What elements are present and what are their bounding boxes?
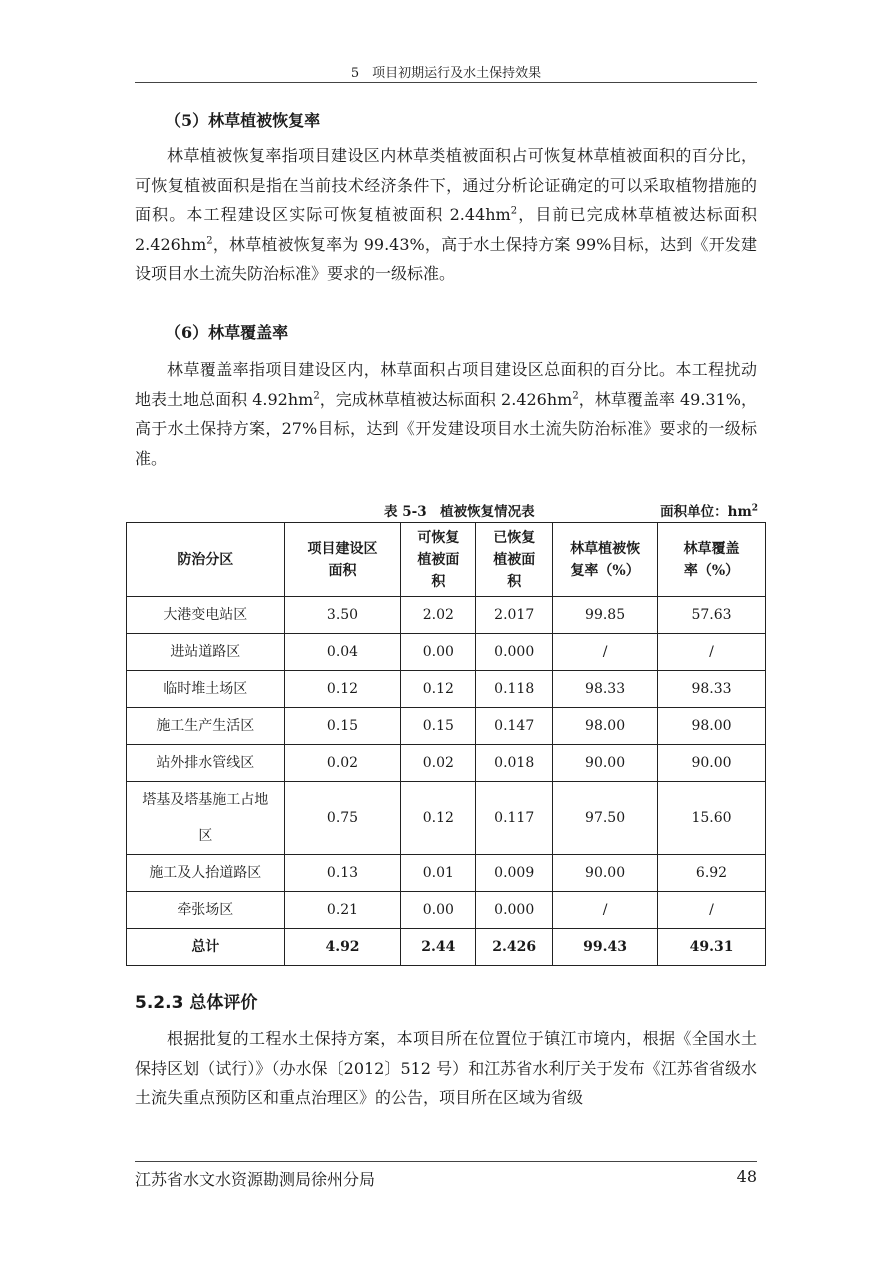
table-cell: 6.92 bbox=[658, 855, 766, 892]
vegetation-table bbox=[126, 522, 766, 966]
section-5-title: （5）林草植被恢复率 bbox=[165, 111, 321, 130]
section-523-title: 5.2.3 总体评价 bbox=[135, 993, 258, 1013]
table-cell: 0.000 bbox=[476, 892, 553, 929]
table-cell: / bbox=[658, 634, 766, 671]
table-cell: 2.02 bbox=[401, 597, 476, 634]
table-unit: 面积单位：$hm^2$ bbox=[660, 503, 758, 520]
table-row bbox=[127, 597, 766, 634]
table-cell: 99.43 bbox=[553, 929, 658, 966]
table-cell: 大港变电站区 bbox=[127, 597, 285, 634]
table-cell: 0.00 bbox=[401, 892, 476, 929]
section-6-paragraph: 林草覆盖率指项目建设区内，林草面积占项目建设区总面积的百分比。本工程扰动地表土地总面积 $4.92hm^2$，完成林草植被达标面积 $2.426hm^2$，林草覆盖率 49.31%，高于水土保持方案，27%目标，达到《开发建设项目水土流失防治标准》要求的一级标准。 bbox=[135, 360, 757, 468]
footer-org: 江苏省水文水资源勘测局徐州分局 bbox=[135, 1170, 376, 1189]
table-cell: 98.33 bbox=[658, 671, 766, 708]
table-cell: 90.00 bbox=[658, 745, 766, 782]
table-header-row bbox=[127, 523, 766, 597]
header-zone: 防治分区 bbox=[127, 523, 285, 597]
table-cell: 0.117 bbox=[476, 782, 553, 855]
table-cell: 站外排水管线区 bbox=[127, 745, 285, 782]
table-cell: 0.147 bbox=[476, 708, 553, 745]
section-5-paragraph: 林草植被恢复率指项目建设区内林草类植被面积占可恢复林草植被面积的百分比，可恢复植被面积是指在当前技术经济条件下，通过分析论证确定的可以采取植物措施的面积。本工程建设区实际可恢复植被面积 $2.44hm^2$，目前已完成林草植被达标面积 $2.426hm^2$，林草植被恢复率为 99.43%，高于水土保持方案 99%目标，达到《开发建设项目水土流失防治标准》要求的一级标准。 bbox=[135, 146, 757, 283]
table-cell: 98.33 bbox=[553, 671, 658, 708]
table-cell: 98.00 bbox=[553, 708, 658, 745]
table-cell: 2.426 bbox=[476, 929, 553, 966]
table-total-row bbox=[127, 929, 766, 966]
table-cell: 3.50 bbox=[284, 597, 401, 634]
table-cell: / bbox=[553, 634, 658, 671]
table-cell: 0.04 bbox=[284, 634, 401, 671]
header-recovery-rate: 林草植被恢复率（%） bbox=[553, 523, 658, 597]
table-cell: 塔基及塔基施工占地区 bbox=[127, 782, 285, 855]
table-cell: 2.017 bbox=[476, 597, 553, 634]
table-cell: 0.018 bbox=[476, 745, 553, 782]
header-coverage-rate: 林草覆盖率（%） bbox=[658, 523, 766, 597]
table-cell: 0.75 bbox=[284, 782, 401, 855]
table-cell: 2.44 bbox=[401, 929, 476, 966]
table-cell: 97.50 bbox=[553, 782, 658, 855]
table-cell: 90.00 bbox=[553, 855, 658, 892]
table-cell: 0.009 bbox=[476, 855, 553, 892]
table-cell: 0.15 bbox=[284, 708, 401, 745]
table-caption: 表 5-3 植被恢复情况表 bbox=[384, 504, 535, 520]
table-cell: 牵张场区 bbox=[127, 892, 285, 929]
header-restored: 已恢复植被面积 bbox=[476, 523, 553, 597]
table-cell: 总计 bbox=[127, 929, 285, 966]
table-cell: 0.118 bbox=[476, 671, 553, 708]
header-text: 5 项目初期运行及水土保持效果 bbox=[350, 66, 542, 81]
table-cell: 0.00 bbox=[401, 634, 476, 671]
table-row bbox=[127, 855, 766, 892]
table-cell: 0.12 bbox=[284, 671, 401, 708]
table-cell: 0.000 bbox=[476, 634, 553, 671]
table-cell: 99.85 bbox=[553, 597, 658, 634]
header-area: 项目建设区面积 bbox=[284, 523, 401, 597]
table-cell: 0.01 bbox=[401, 855, 476, 892]
table-row bbox=[127, 782, 766, 855]
table-cell: 49.31 bbox=[658, 929, 766, 966]
table-row bbox=[127, 634, 766, 671]
table-cell: 0.12 bbox=[401, 671, 476, 708]
table-cell: 0.02 bbox=[401, 745, 476, 782]
section-6-title: （6）林草覆盖率 bbox=[165, 323, 289, 342]
table-cell: 90.00 bbox=[553, 745, 658, 782]
page-footer bbox=[135, 1161, 757, 1190]
table-row bbox=[127, 745, 766, 782]
table-cell: 临时堆土场区 bbox=[127, 671, 285, 708]
table-cell: 57.63 bbox=[658, 597, 766, 634]
table-row bbox=[127, 708, 766, 745]
table-row bbox=[127, 892, 766, 929]
table-cell: 0.21 bbox=[284, 892, 401, 929]
table-cell: 施工生产生活区 bbox=[127, 708, 285, 745]
table-cell: 0.15 bbox=[401, 708, 476, 745]
table-row bbox=[127, 671, 766, 708]
running-header bbox=[135, 62, 757, 83]
table-cell: 0.02 bbox=[284, 745, 401, 782]
table-cell: / bbox=[658, 892, 766, 929]
table-cell: 0.13 bbox=[284, 855, 401, 892]
table-cell: 0.12 bbox=[401, 782, 476, 855]
page-number: 48 bbox=[736, 1167, 757, 1186]
table-cell: 98.00 bbox=[658, 708, 766, 745]
table-cell: 施工及人抬道路区 bbox=[127, 855, 285, 892]
table-cell: 15.60 bbox=[658, 782, 766, 855]
table-cell: 进站道路区 bbox=[127, 634, 285, 671]
section-523-paragraph: 根据批复的工程水土保持方案，本项目所在位置位于镇江市境内，根据《全国水土保持区划（试行）》（办水保〔2012〕512 号）和江苏省水利厅关于发布《江苏省省级水土流失重点预防区和重点治理区》的公告，项目所在区域为省级 bbox=[135, 1029, 757, 1107]
table-cell: / bbox=[553, 892, 658, 929]
table-cell: 4.92 bbox=[284, 929, 401, 966]
header-restorable: 可恢复植被面积 bbox=[401, 523, 476, 597]
